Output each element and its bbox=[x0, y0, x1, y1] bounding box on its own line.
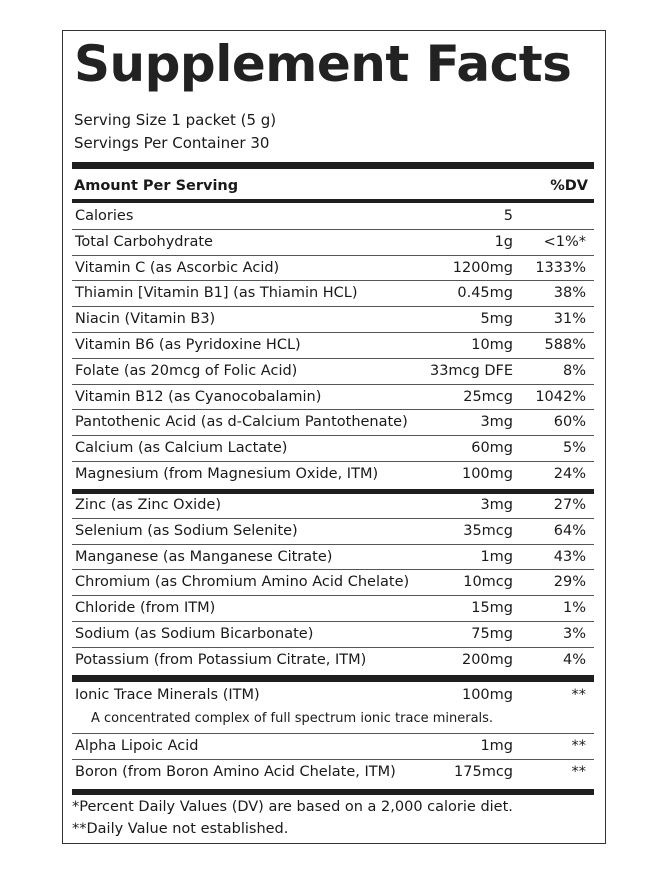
nutrient-name: Alpha Lipoic Acid bbox=[75, 738, 199, 754]
nutrient-amount: 200mg bbox=[461, 651, 513, 668]
nutrient-dv: 38% bbox=[553, 285, 586, 302]
nutrient-amount: 100mg bbox=[461, 687, 513, 703]
footnote-percent-dv: *Percent Daily Values (DV) are based on a 2,000 calorie diet. bbox=[72, 799, 513, 815]
supplement-facts-panel bbox=[62, 30, 606, 844]
nutrient-name: Folate (as 20mcg of Folic Acid) bbox=[75, 362, 298, 379]
nutrient-name: Niacin (Vitamin B3) bbox=[75, 311, 216, 328]
nutrient-dv: ** bbox=[571, 738, 586, 754]
nutrient-dv: 31% bbox=[553, 311, 586, 328]
nutrient-name: Manganese (as Manganese Citrate) bbox=[75, 548, 333, 565]
amount-per-serving-header: Amount Per Serving bbox=[74, 178, 239, 194]
nutrient-dv: 4% bbox=[562, 651, 586, 668]
footnote-not-established: **Daily Value not established. bbox=[72, 821, 289, 837]
row-divider bbox=[72, 332, 594, 333]
row-divider bbox=[72, 255, 594, 256]
nutrient-name: Vitamin B12 (as Cyanocobalamin) bbox=[75, 388, 322, 405]
row-divider bbox=[72, 621, 594, 622]
nutrient-amount: 1200mg bbox=[452, 259, 513, 276]
nutrient-dv: ** bbox=[571, 687, 586, 703]
row-divider bbox=[72, 229, 594, 230]
nutrient-name: Thiamin [Vitamin B1] (as Thiamin HCL) bbox=[75, 285, 358, 302]
nutrient-dv: <1%* bbox=[543, 233, 586, 250]
nutrient-amount: 60mg bbox=[471, 440, 513, 457]
nutrient-dv: 3% bbox=[562, 626, 586, 642]
nutrient-name: Potassium (from Potassium Citrate, ITM) bbox=[75, 651, 367, 668]
thick-divider bbox=[72, 675, 594, 682]
nutrient-dv: 1042% bbox=[535, 388, 586, 405]
nutrient-dv: 29% bbox=[553, 574, 586, 591]
nutrient-dv: 27% bbox=[553, 497, 586, 513]
nutrient-name: Selenium (as Sodium Selenite) bbox=[75, 522, 298, 539]
nutrient-name: Calcium (as Calcium Lactate) bbox=[75, 440, 288, 457]
nutrient-amount: 1g bbox=[494, 233, 513, 250]
nutrient-name: Total Carbohydrate bbox=[75, 233, 213, 250]
nutrient-amount: 75mg bbox=[471, 626, 513, 642]
nutrient-amount: 35mcg bbox=[463, 522, 513, 539]
nutrient-name: Magnesium (from Magnesium Oxide, ITM) bbox=[75, 466, 379, 482]
nutrient-dv: 5% bbox=[562, 440, 586, 457]
nutrient-name: Chromium (as Chromium Amino Acid Chelate) bbox=[75, 574, 410, 591]
nutrient-amount: 10mcg bbox=[463, 574, 513, 591]
nutrient-amount: 175mcg bbox=[454, 764, 513, 780]
nutrient-dv: 43% bbox=[553, 548, 586, 565]
nutrient-dv: 8% bbox=[562, 362, 586, 379]
nutrient-name: Vitamin B6 (as Pyridoxine HCL) bbox=[75, 337, 301, 353]
medium-divider bbox=[72, 199, 594, 203]
row-divider bbox=[72, 647, 594, 648]
nutrient-dv: 60% bbox=[553, 414, 586, 431]
nutrient-dv: 588% bbox=[544, 337, 586, 353]
row-divider bbox=[72, 358, 594, 359]
nutrient-name: Vitamin C (as Ascorbic Acid) bbox=[75, 259, 280, 276]
row-divider bbox=[72, 595, 594, 596]
nutrient-amount: 33mcg DFE bbox=[429, 362, 513, 379]
row-divider bbox=[72, 280, 594, 281]
nutrient-name: Sodium (as Sodium Bicarbonate) bbox=[75, 626, 314, 642]
nutrient-amount: 3mg bbox=[480, 497, 513, 513]
row-divider bbox=[72, 544, 594, 545]
row-divider bbox=[72, 461, 594, 462]
nutrient-name: Zinc (as Zinc Oxide) bbox=[75, 497, 221, 513]
nutrient-description: A concentrated complex of full spectrum ionic trace minerals. bbox=[91, 711, 494, 726]
nutrient-dv: 1333% bbox=[535, 259, 586, 276]
row-divider bbox=[72, 409, 594, 410]
nutrient-amount: 5 bbox=[503, 208, 513, 224]
row-divider bbox=[72, 306, 594, 307]
nutrient-dv: 64% bbox=[553, 522, 586, 539]
nutrient-name: Boron (from Boron Amino Acid Chelate, ITM) bbox=[75, 764, 396, 780]
nutrient-dv: 1% bbox=[562, 600, 586, 617]
row-divider bbox=[72, 759, 594, 760]
nutrient-amount: 1mg bbox=[480, 548, 513, 565]
nutrient-amount: 10mg bbox=[471, 337, 513, 353]
nutrient-name: Pantothenic Acid (as d-Calcium Pantothenate) bbox=[75, 414, 408, 431]
nutrient-amount: 1mg bbox=[480, 738, 513, 754]
row-divider bbox=[72, 569, 594, 570]
thick-divider bbox=[72, 489, 594, 494]
nutrient-dv: ** bbox=[571, 764, 586, 780]
nutrient-name: Chloride (from ITM) bbox=[75, 600, 216, 617]
nutrient-dv: 24% bbox=[553, 466, 586, 482]
thick-divider bbox=[72, 789, 594, 795]
row-divider bbox=[72, 384, 594, 385]
thick-divider bbox=[72, 162, 594, 169]
nutrient-amount: 0.45mg bbox=[457, 285, 513, 302]
nutrient-amount: 5mg bbox=[480, 311, 513, 328]
row-divider bbox=[72, 518, 594, 519]
nutrient-amount: 100mg bbox=[461, 466, 513, 482]
nutrient-amount: 15mg bbox=[471, 600, 513, 617]
row-divider bbox=[72, 733, 594, 734]
nutrient-name: Ionic Trace Minerals (ITM) bbox=[75, 687, 260, 703]
nutrient-name: Calories bbox=[75, 208, 134, 224]
serving-size: Serving Size 1 packet (5 g) bbox=[74, 111, 277, 129]
nutrient-amount: 3mg bbox=[480, 414, 513, 431]
panel-title: Supplement Facts bbox=[74, 35, 572, 93]
servings-per-container: Servings Per Container 30 bbox=[74, 134, 270, 152]
nutrient-amount: 25mcg bbox=[463, 388, 513, 405]
row-divider bbox=[72, 435, 594, 436]
dv-header: %DV bbox=[550, 178, 588, 194]
